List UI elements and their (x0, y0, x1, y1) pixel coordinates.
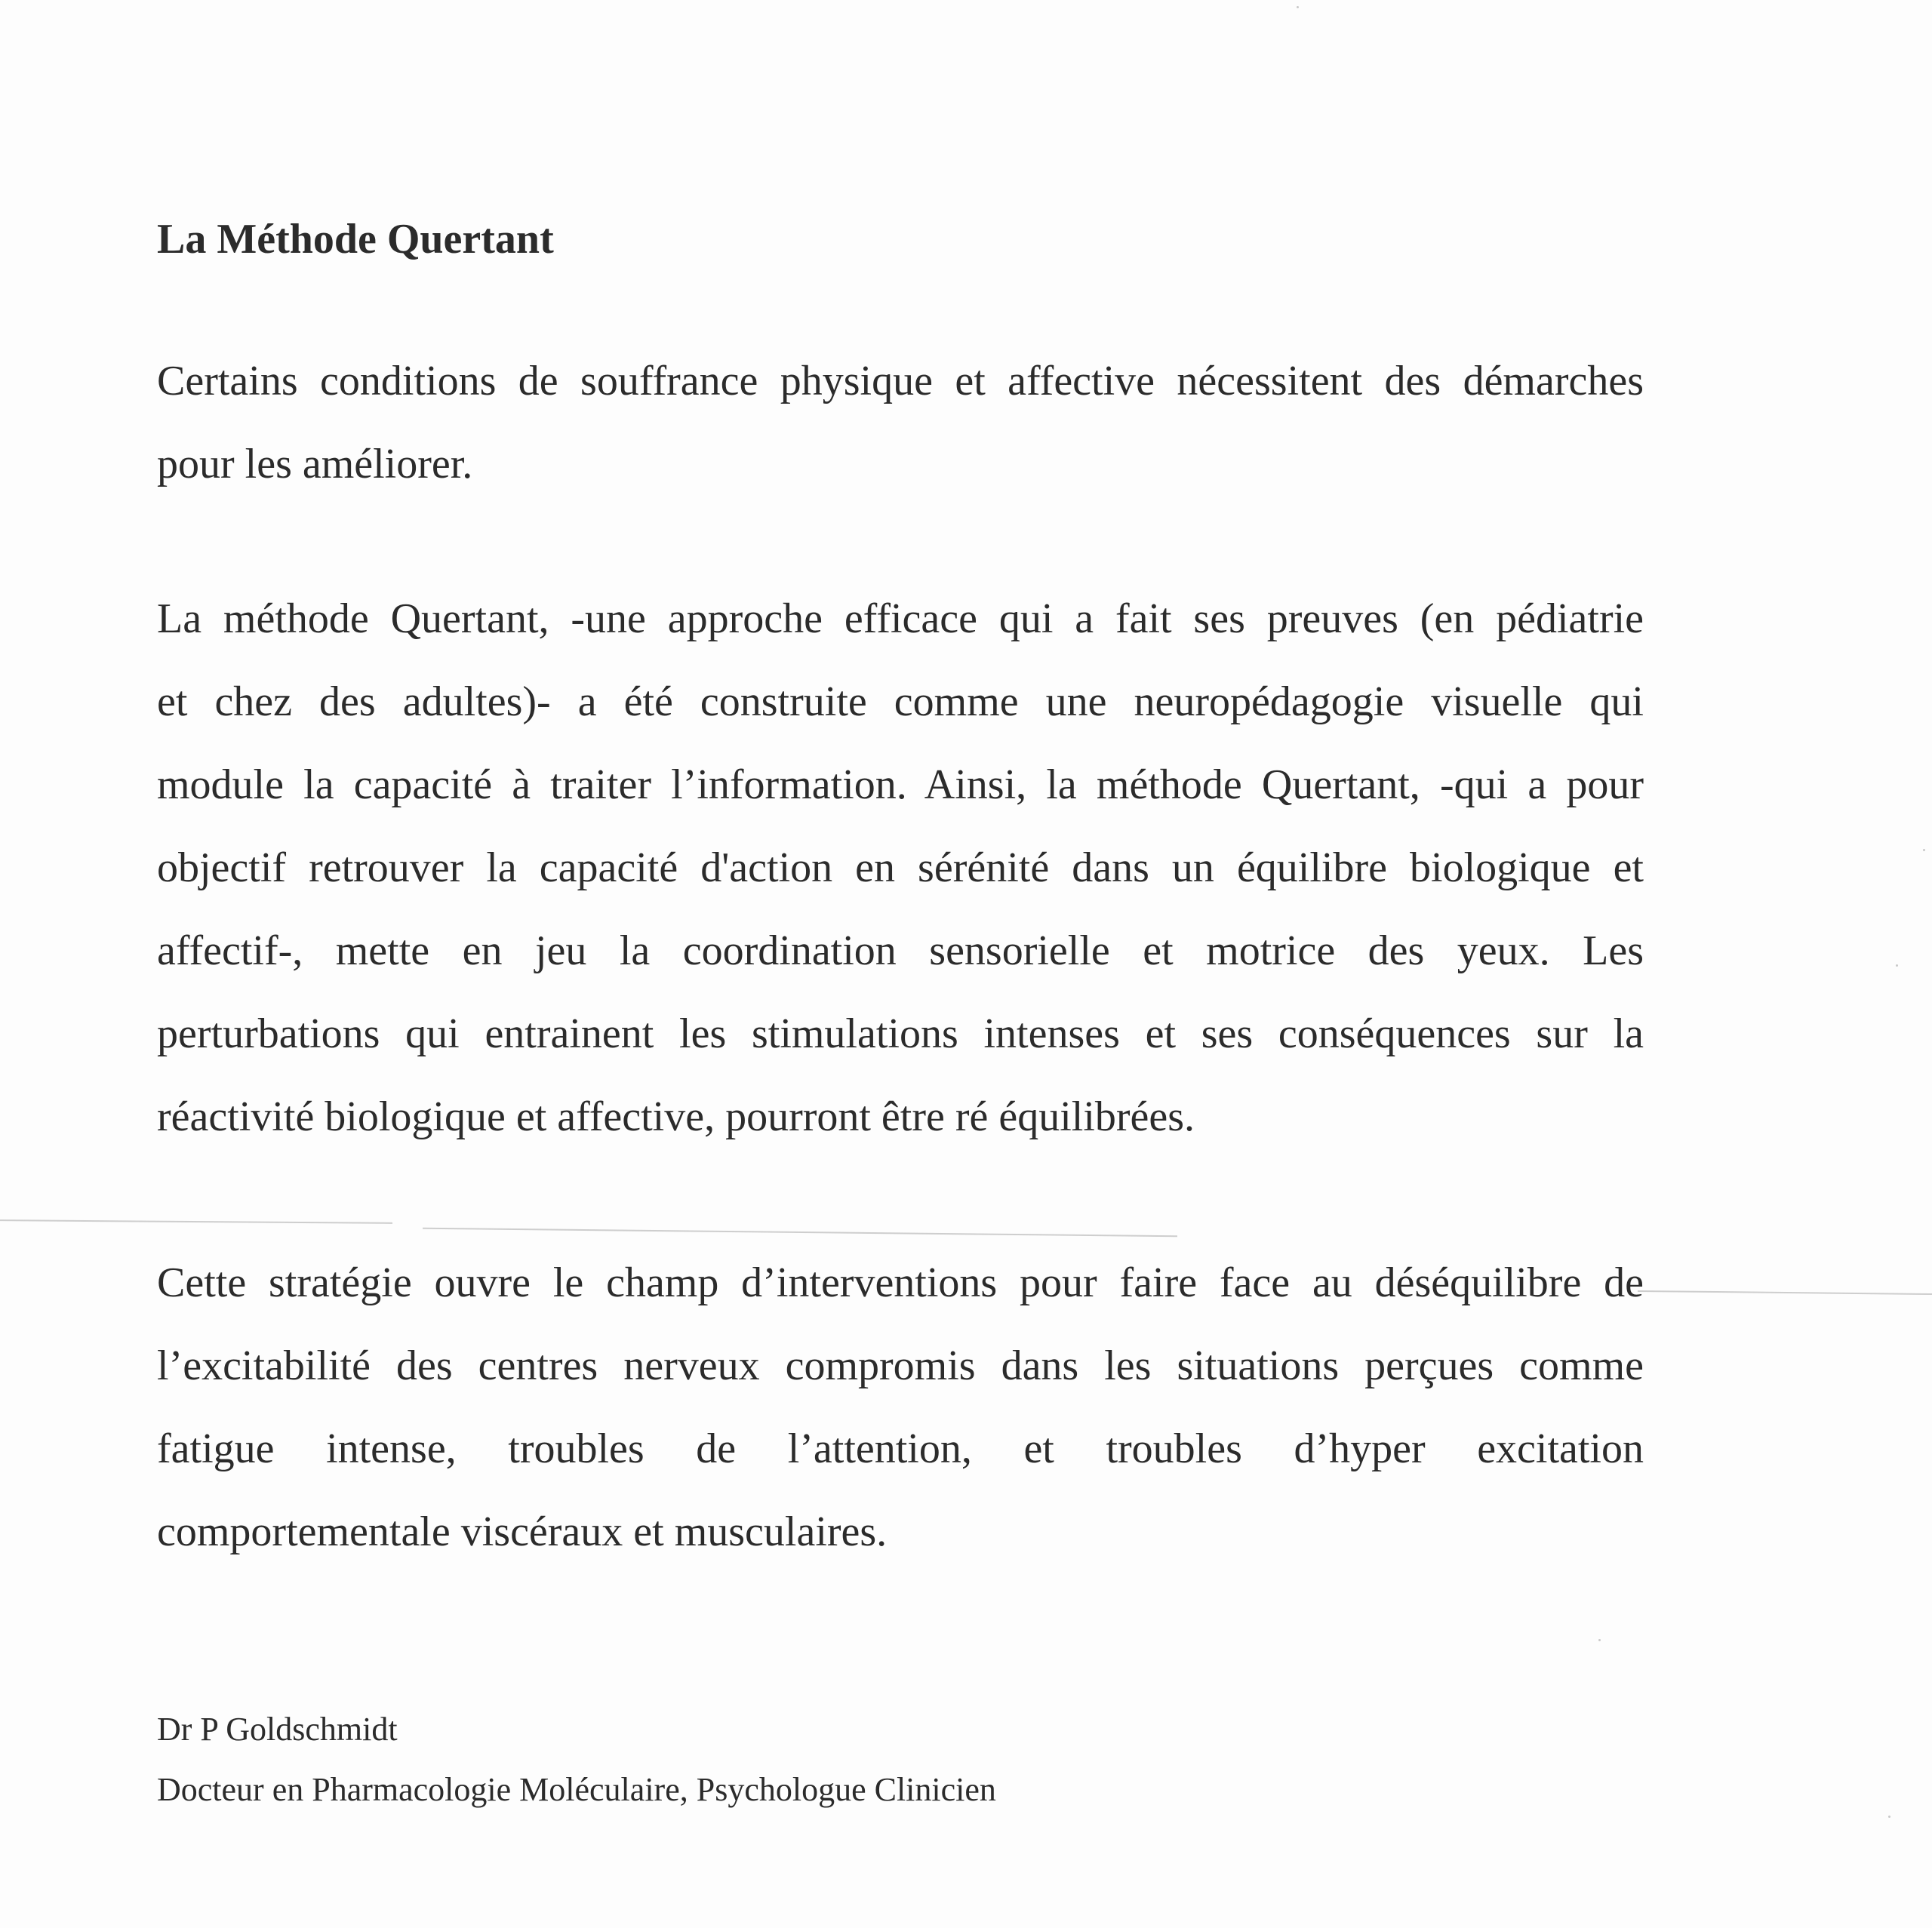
document-title: La Méthode Quertant (157, 216, 554, 263)
signature-title: Docteur en Pharmacologie Moléculaire, Psychologue Clinicien (157, 1771, 996, 1808)
text-line: affectif-, mette en jeu la coordination sensorielle et motrice des yeux. Les (157, 927, 1644, 974)
text-line: réactivité biologique et affective, pourront être ré équilibrées. (157, 1093, 1195, 1140)
text-line: La méthode Quertant, -une approche efficace qui a fait ses preuves (en pédiatrie (157, 595, 1644, 642)
fold-crease-middle (423, 1228, 1177, 1237)
text-line: pour les améliorer. (157, 441, 473, 487)
text-line: module la capacité à traiter l’information. Ainsi, la méthode Quertant, -qui a pour (157, 761, 1644, 808)
scan-speck (1888, 1816, 1890, 1818)
scan-speck (1297, 6, 1299, 8)
text-line: Certains conditions de souffrance physique et affective nécessitent des démarches (157, 358, 1644, 404)
text-line: Cette stratégie ouvre le champ d’interventions pour faire face au déséquilibre de (157, 1259, 1644, 1306)
text-line: et chez des adultes)- a été construite comme une neuropédagogie visuelle qui (157, 678, 1644, 725)
text-line: objectif retrouver la capacité d'action en sérénité dans un équilibre biologique et (157, 844, 1644, 891)
text-line: l’excitabilité des centres nerveux compromis dans les situations perçues comme (157, 1342, 1644, 1389)
scan-speck (1923, 849, 1925, 851)
text-line: fatigue intense, troubles de l’attention, et troubles d’hyper excitation (157, 1425, 1644, 1472)
paragraph-method (157, 577, 1644, 1158)
scan-speck (1896, 964, 1898, 967)
fold-crease-right (1638, 1290, 1932, 1295)
paragraph-intro (157, 340, 1644, 506)
paragraph-strategy (157, 1241, 1644, 1573)
signature-name: Dr P Goldschmidt (157, 1711, 398, 1748)
scan-speck (1598, 1639, 1601, 1641)
text-line: perturbations qui entrainent les stimulations intenses et ses conséquences sur la (157, 1010, 1644, 1057)
text-line: comportementale viscéraux et musculaires. (157, 1508, 888, 1555)
fold-crease-left (0, 1219, 392, 1224)
